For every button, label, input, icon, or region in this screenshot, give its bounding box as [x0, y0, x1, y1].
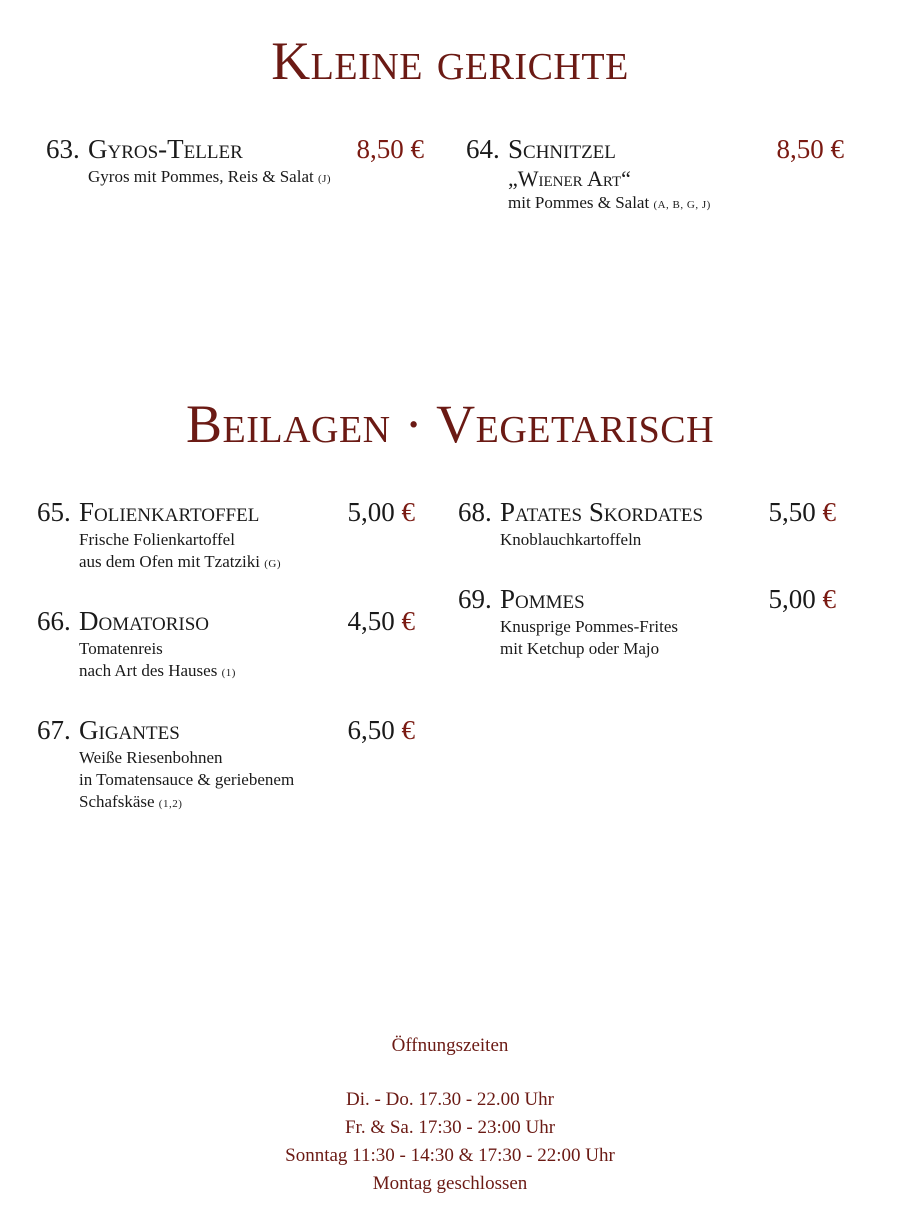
item-price: 4,50 €	[347, 606, 415, 636]
opening-hours-title: Öffnungszeiten	[391, 1035, 509, 1056]
item-description: Knoblauchkartoffeln	[500, 530, 642, 549]
item-price: 5,00 €	[347, 497, 415, 527]
item-description: Weiße Riesenbohnen in Tomatensauce & geriebenem Schafskäse (1,2)	[79, 748, 295, 811]
section-title-beilagen-vegetarisch: Beilagen · Vegetarisch	[185, 394, 715, 454]
item-name: Schnitzel	[508, 134, 616, 164]
item-number: 65.	[37, 497, 71, 527]
item-number: 69.	[458, 584, 492, 614]
menu-item-65	[37, 497, 415, 575]
item-name: Domatoriso	[79, 606, 210, 636]
item-price: 6,50 €	[347, 715, 415, 745]
item-description: mit Pommes & Salat (A, B, G, J)	[508, 193, 711, 212]
item-name: Gyros-Teller	[88, 134, 243, 164]
opening-hours-line: Di. - Do. 17.30 - 22.00 Uhr	[346, 1089, 554, 1110]
opening-hours	[0, 1032, 900, 1198]
menu-item-66	[37, 606, 415, 684]
item-description: Frische Folienkartoffel aus dem Ofen mit Tzatziki (G)	[79, 530, 281, 571]
item-number: 63.	[46, 134, 80, 164]
opening-hours-line: Sonntag 11:30 - 14:30 & 17:30 - 22:00 Uhr	[285, 1145, 615, 1166]
item-description: Tomatenreis nach Art des Hauses (1)	[79, 639, 236, 680]
item-description: Knusprige Pommes-Frites mit Ketchup oder Majo	[500, 617, 679, 658]
item-name: Pommes	[500, 584, 585, 614]
item-number: 66.	[37, 606, 71, 636]
menu-item-67	[37, 715, 415, 815]
opening-hours-line: Fr. & Sa. 17:30 - 23:00 Uhr	[344, 1117, 556, 1138]
opening-hours-line: Montag geschlossen	[372, 1173, 528, 1194]
item-price: 5,50 €	[768, 497, 836, 527]
item-number: 68.	[458, 497, 492, 527]
section-title-kleine-gerichte: Kleine gerichte	[271, 31, 629, 91]
item-name: Patates Skordates	[500, 497, 704, 527]
item-subtitle: „Wiener Art“	[508, 166, 631, 191]
item-price: 5,00 €	[768, 584, 836, 614]
item-name: Gigantes	[79, 715, 180, 745]
item-price: 8,50 €	[776, 134, 844, 164]
menu-item-63	[46, 134, 424, 190]
item-description: Gyros mit Pommes, Reis & Salat (J)	[88, 167, 332, 186]
menu-item-68	[458, 497, 836, 551]
menu-item-64	[466, 134, 844, 216]
item-number: 64.	[466, 134, 500, 164]
item-price: 8,50 €	[356, 134, 424, 164]
item-name: Folienkartoffel	[79, 497, 260, 527]
menu-item-69	[458, 584, 836, 660]
item-number: 67.	[37, 715, 71, 745]
